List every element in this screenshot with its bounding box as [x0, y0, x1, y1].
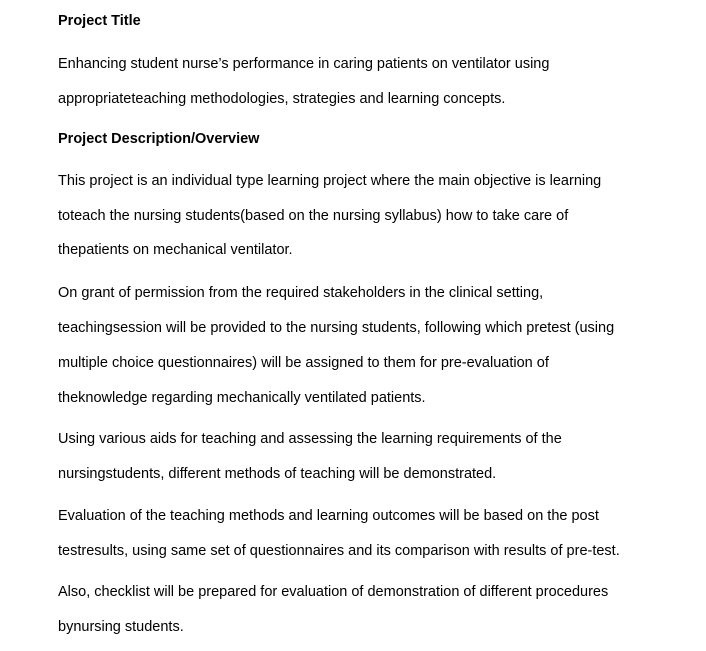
paragraph-3-line-1: Using various aids for teaching and assessing the learning requirements of the	[58, 431, 562, 447]
paragraph-2-line-2: teachingsession will be provided to the nursing students, following which pretest (using	[58, 320, 615, 336]
paragraph-4-line-2: testresults, using same set of questionnaires and its comparison with results of pre-test.	[58, 543, 620, 559]
description-heading: Project Description/Overview	[58, 131, 260, 147]
project-title-heading: Project Title	[58, 13, 141, 29]
paragraph-2-line-1: On grant of permission from the required stakeholders in the clinical setting,	[58, 285, 544, 301]
paragraph-4-line-1: Evaluation of the teaching methods and learning outcomes will be based on the post	[58, 508, 599, 524]
paragraph-5-line-2: bynursing students.	[58, 619, 184, 635]
paragraph-2-line-3: multiple choice questionnaires) will be assigned to them for pre-evaluation of	[58, 355, 549, 371]
paragraph-1-line-2: toteach the nursing students(based on the nursing syllabus) how to take care of	[58, 208, 569, 224]
title-line-2: appropriateteaching methodologies, strategies and learning concepts.	[58, 91, 506, 107]
title-line-1: Enhancing student nurse’s performance in caring patients on ventilator using	[58, 56, 550, 72]
paragraph-1-line-3: thepatients on mechanical ventilator.	[58, 242, 293, 258]
paragraph-5-line-1: Also, checklist will be prepared for evaluation of demonstration of different procedures	[58, 584, 609, 600]
paragraph-2-line-4: theknowledge regarding mechanically ventilated patients.	[58, 390, 426, 406]
paragraph-1-line-1: This project is an individual type learning project where the main objective is learning	[58, 173, 602, 189]
paragraph-3-line-2: nursingstudents, different methods of teaching will be demonstrated.	[58, 466, 497, 482]
